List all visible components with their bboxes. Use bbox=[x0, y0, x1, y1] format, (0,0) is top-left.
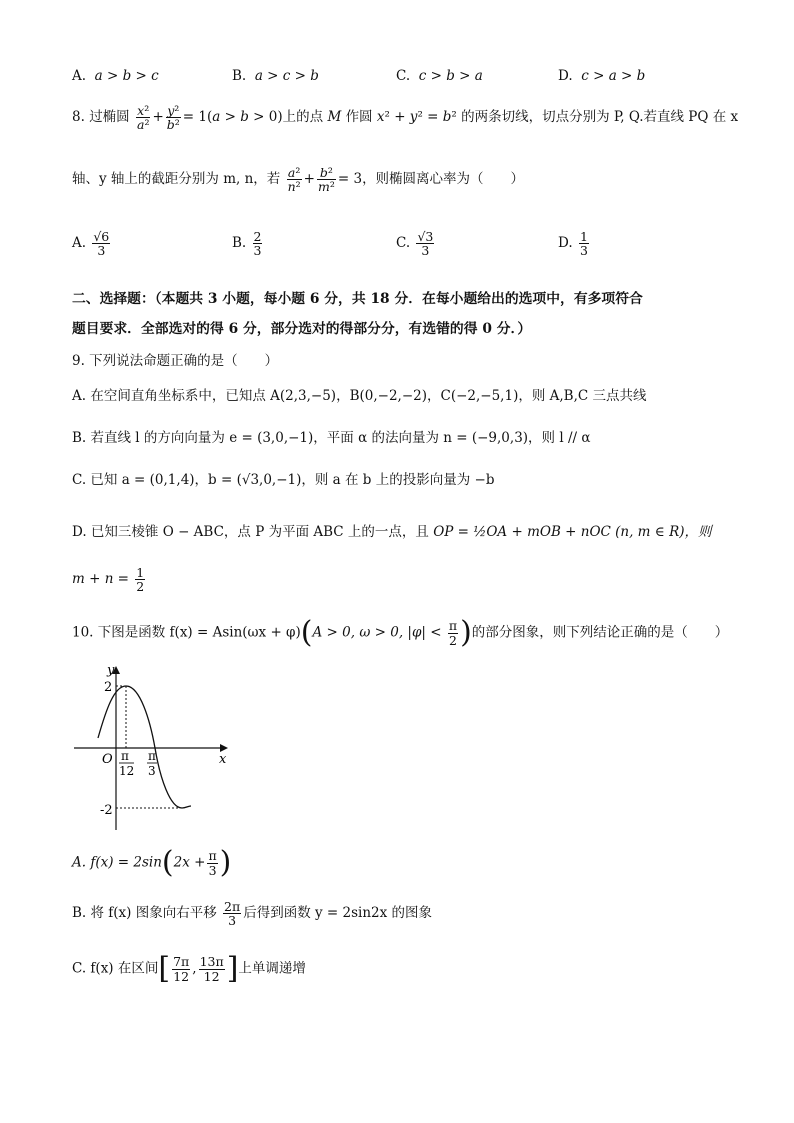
section2-header-line2: 题目要求．全部选对的得 6 分，部分选对的得部分分，有选错的得 0 分．） bbox=[72, 321, 532, 337]
q7-option-b: B. a > c > b bbox=[232, 68, 319, 84]
x-axis-label: x bbox=[219, 752, 227, 767]
q9-option-d-line2: m + n = $\frac{1}{2}$ bbox=[72, 565, 145, 595]
y-tick-2: 2 bbox=[104, 680, 113, 695]
y-axis-label: y bbox=[107, 663, 115, 678]
q7-option-a: A. a > b > c bbox=[72, 68, 159, 84]
y-tick-neg2: -2 bbox=[100, 803, 113, 818]
origin-label: O bbox=[102, 752, 113, 767]
q10-option-a: A. f(x) = 2sin(2x + $\frac{\pi}{3}$ ) bbox=[72, 845, 232, 880]
sine-curve bbox=[98, 686, 191, 808]
q9-option-c: C. 已知 a = (0,1,4)，b = (√3,0,−1)，则 a 在 b 上的投影向量为 −b bbox=[72, 472, 495, 488]
x-tick-pi3-den: 3 bbox=[148, 764, 156, 778]
q8-stem-line2: 轴、y 轴上的截距分别为 m, n，若 $\frac{\text{a²}}{\text{n²}}$ + $\frac{\text{b²}}{\text{m²}}$ = 3，则椭圆离心率为（ ） bbox=[72, 165, 525, 195]
section2-header-line1: 二、选择题：（本题共 3 小题，每小题 6 分，共 18 分．在每小题给出的选项中，有多项符合 bbox=[72, 291, 643, 307]
x-tick-pi12-den: 12 bbox=[119, 764, 135, 778]
x-tick-pi12-num: π bbox=[121, 749, 129, 763]
q9-option-b: B. 若直线 l 的方向向量为 e = (3,0,−1)，平面 α 的法向量为 n = (−9,0,3)，则 l // α bbox=[72, 430, 591, 446]
q9-option-a: A. 在空间直角坐标系中，已知点 A(2,3,−5)，B(0,−2,−2)，C(−2,−5,1)，则 A,B,C 三点共线 bbox=[72, 388, 647, 404]
q10-option-b: B. 将 f(x) 图象向右平移 $\frac{2\pi}{3}$ 后得到函数 y = 2sin2x 的图象 bbox=[72, 899, 433, 929]
q8-option-a: A. $\frac{√6}{3}$ bbox=[72, 229, 110, 259]
q8-stem-line1: 8. 过椭圆 $\frac{\text{x²}}{\text{a²}}$ + $\frac{\text{y²}}{\text{b²}}$ = 1(a > b > 0)上的点 M 作圆 x² + y² = b² 的两条切线，切点分别为 P, Q.若直线 PQ 在 x bbox=[72, 103, 739, 133]
q8-option-d: D. $\frac{1}{3}$ bbox=[558, 229, 588, 259]
q10-option-c: C. f(x) 在区间[ $\frac{7\pi}{12}$ , $\frac{13\pi}{12}$ ]上单调递增 bbox=[72, 951, 306, 986]
q9-stem: 9. 下列说法命题正确的是（ ） bbox=[72, 353, 279, 369]
q10-function-graph bbox=[70, 660, 240, 832]
q7-option-d: D. c > a > b bbox=[558, 68, 646, 84]
q10-stem: 10. 下图是函数 f(x) = Asin(ωx + φ)(A > 0, ω > 0, |φ| < $\frac{\pi}{2}$ )的部分图象，则下列结论正确的是（ ） bbox=[72, 615, 729, 650]
x-axis-arrow-icon bbox=[220, 744, 228, 752]
q7-option-c: C. c > b > a bbox=[396, 68, 483, 84]
q8-option-c: C. $\frac{√3}{3}$ bbox=[396, 229, 434, 259]
x-tick-pi3-num: π bbox=[148, 749, 156, 763]
q8-option-b: B. $\frac{2}{3}$ bbox=[232, 229, 262, 259]
q9-option-d-line1: D. 已知三棱锥 O − ABC，点 P 为平面 ABC 上的一点，且 OP = ½OA + mOB + nOC (n, m ∈ R)，则 bbox=[72, 524, 712, 540]
